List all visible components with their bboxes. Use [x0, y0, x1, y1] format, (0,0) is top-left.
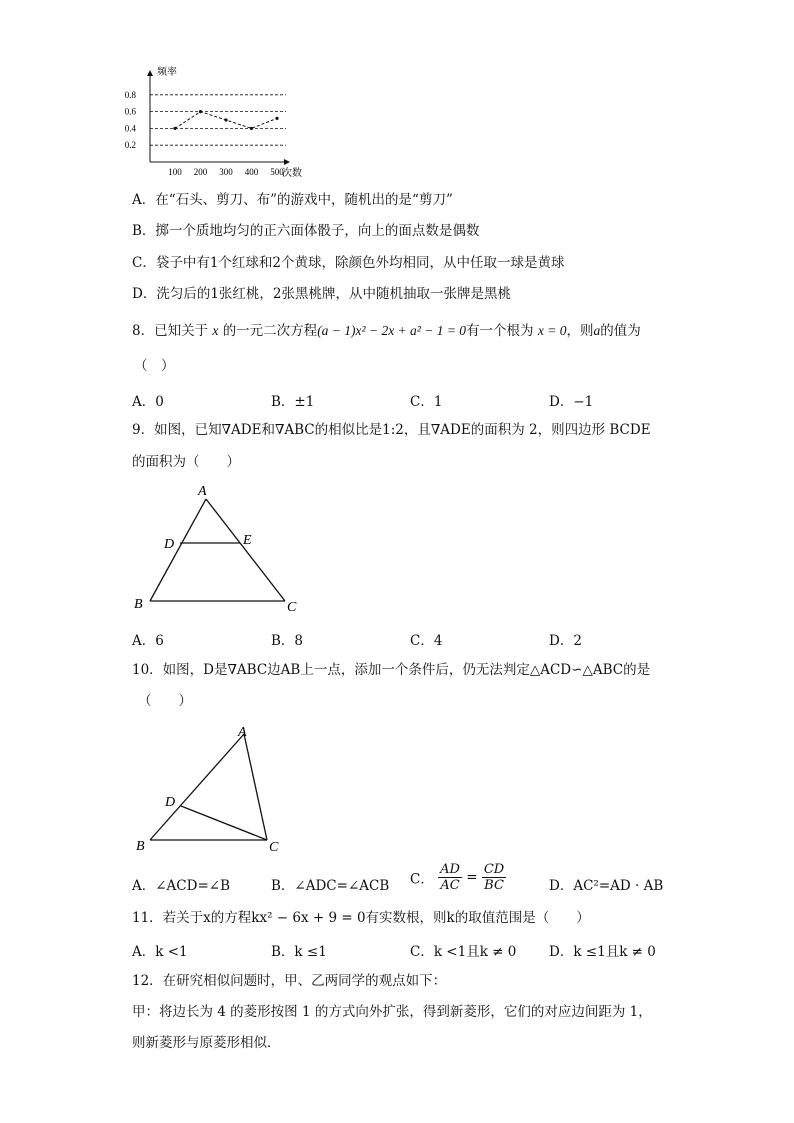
q10-option-c: C． $\frac{AD}{AC}$ = $\frac{CD}{BC}$: [410, 862, 505, 893]
q11-option-d: D．k ≤1且k ≠ 0: [549, 944, 656, 960]
chart-data-point: [173, 127, 176, 130]
q8-option-a: A．0: [132, 394, 164, 410]
q11-option-b: B．k ≤1: [271, 944, 327, 960]
q10-triangle-figure: [130, 720, 300, 860]
chart-data-point: [275, 117, 278, 120]
chart-data-point: [199, 110, 202, 113]
chart-grid: [150, 95, 286, 145]
q8-paren: （ ）: [134, 358, 175, 374]
chart-yticks: [125, 90, 137, 150]
q11-option-a: A．k <1: [132, 944, 188, 960]
q9-label-e: E: [243, 533, 252, 548]
q10-stem-line2: （ ）: [138, 693, 192, 709]
q7-option-d: D．洗匀后的1张红桃，2张黑桃牌，从中随机抽取一张牌是黑桃: [132, 286, 512, 302]
q10-label-b: B: [136, 839, 145, 854]
q11-option-c: C．k <1且k ≠ 0: [410, 944, 517, 960]
q10-option-d: D．AC²=AD · AB: [549, 878, 664, 894]
q9-stem-line1: 9．如图，已知∇ADE和∇ABC的相似比是1:2，且∇ADE的面积为 2，则四边形 BCDE: [132, 422, 651, 438]
q10-label-c: C: [269, 840, 279, 855]
chart-xtick-label: 500: [270, 167, 284, 177]
q7-option-b: B．掷一个质地均匀的正六面体骰子，向上的面点数是偶数: [132, 223, 480, 239]
q8-option-b: B．±1: [271, 394, 315, 410]
q8-option-c: C．1: [410, 394, 443, 410]
q10-option-b: B．∠ADC=∠ACB: [271, 878, 390, 894]
q12-stem-line1: 12．在研究相似问题时，甲、乙两同学的观点如下：: [132, 973, 447, 989]
chart-ytick-label: 0.4: [124, 123, 136, 134]
q9-label-d: D: [164, 537, 175, 552]
q12-stem-line3: 则新菱形与原菱形相似．: [132, 1035, 281, 1051]
chart-xticks: [168, 167, 284, 177]
chart-xtick-label: 400: [244, 167, 259, 177]
chart-xtick-label: 200: [193, 167, 208, 177]
q9-option-b: B．8: [271, 633, 304, 649]
q9-option-a: A．6: [132, 633, 164, 649]
chart-ylabel: 频率: [157, 67, 177, 78]
chart-series: [173, 110, 278, 130]
chart-data-point: [224, 118, 227, 121]
chart-ytick-label: 0.2: [124, 140, 136, 151]
q10-option-c-frac2: $\frac{CD}{BC}$: [483, 862, 505, 893]
chart-data-point: [250, 127, 253, 130]
q10-option-c-frac1: $\frac{AD}{AC}$: [440, 862, 460, 893]
chart-xtick-label: 300: [219, 167, 233, 177]
chart-x-axis-arrow: [284, 159, 290, 165]
q10-label-d: D: [165, 795, 176, 810]
chart-xtick-label: 100: [168, 167, 182, 177]
q10-label-a: A: [238, 725, 247, 740]
chart-axes: [147, 70, 290, 165]
q9-label-a: A: [198, 484, 207, 499]
chart-ytick-label: 0.8: [124, 89, 136, 100]
q12-stem-line2: 甲：将边长为 4 的菱形按图 1 的方式向外扩张，得到新菱形，它们的对应边间距为 1，: [132, 1004, 652, 1020]
q8-stem: 8．已知关于 x 的一元二次方程(a − 1)x² − 2x + a² − 1 = 0有一个根为 x = 0，则a的值为: [132, 323, 641, 339]
chart-xlabel: 次数: [282, 168, 302, 179]
q9-label-b: B: [134, 597, 143, 612]
q9-triangle-figure: [130, 480, 310, 620]
q10-stem-line1: 10．如图，D是∇ABC边AB上一点，添加一个条件后，仍无法判定△ACD∽△ABC的是: [132, 662, 651, 678]
q9-option-d: D．2: [549, 633, 582, 649]
chart-y-axis-arrow: [147, 70, 153, 76]
q9-stem-line2: 的面积为（ ）: [132, 454, 240, 470]
q9-option-c: C．4: [410, 633, 443, 649]
chart-ytick-label: 0.6: [124, 106, 136, 117]
q9-label-c: C: [287, 600, 297, 615]
q8-option-d: D．−1: [549, 394, 594, 410]
q11-stem: 11．若关于x的方程kx² − 6x + 9 = 0有实数根，则k的取值范围是（ ）: [132, 910, 590, 926]
q7-option-c: C．袋子中有1个红球和2个黄球，除颜色外均相同，从中任取一球是黄球: [132, 255, 565, 271]
q7-option-a: A．在“石头、剪刀、布”的游戏中，随机出的是“剪刀”: [132, 192, 453, 208]
q10-option-a: A．∠ACD=∠B: [132, 878, 231, 894]
frequency-chart: [124, 62, 302, 182]
